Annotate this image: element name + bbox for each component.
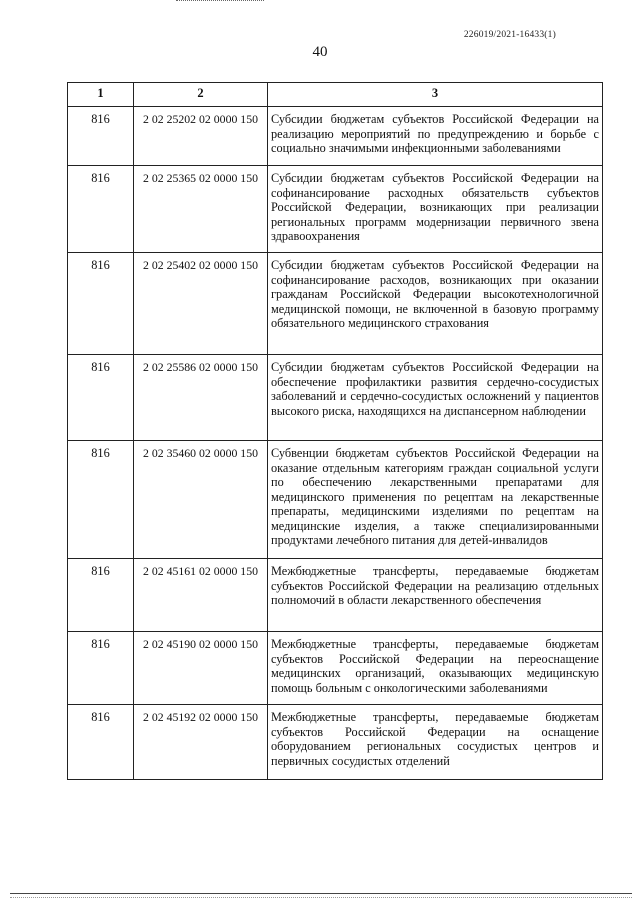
column-header-3: 3 <box>268 83 603 107</box>
document-number: 226019/2021-16433(1) <box>463 30 556 40</box>
table-row <box>68 632 603 705</box>
table-row <box>68 441 603 559</box>
budget-classification-code-cell: 2 02 45190 02 0000 150 <box>134 632 268 705</box>
table-row <box>68 705 603 780</box>
table-row <box>68 107 603 166</box>
column-header-2: 2 <box>134 83 268 107</box>
table-row <box>68 355 603 441</box>
description-cell: Субсидии бюджетам субъектов Российской Федерации на софинансирование расходов, возникающих при оказании гражданам Российской Федерации высокотехнологичной медицинской помощи, не включенной в базовую программу обязательного медицинского страхования <box>268 253 603 355</box>
table-row <box>68 253 603 355</box>
description-cell: Субсидии бюджетам субъектов Российской Федерации на обеспечение профилактики развития сердечно-сосудистых заболеваний и сердечно-сосудистых осложнений у пациентов высокого риска, находящихся на диспансерном наблюдении <box>268 355 603 441</box>
bottom-scan-line <box>10 897 632 898</box>
column-header-1: 1 <box>68 83 134 107</box>
description-cell: Межбюджетные трансферты, передаваемые бюджетам субъектов Российской Федерации на переоснащение медицинских организаций, оказывающих медицинскую помощь больным с онкологическими заболеваниями <box>268 632 603 705</box>
description-cell: Субсидии бюджетам субъектов Российской Федерации на реализацию мероприятий по предупреждению и борьбе с социально значимыми инфекционными заболеваниями <box>268 107 603 166</box>
admin-code-cell: 816 <box>68 355 134 441</box>
admin-code-cell: 816 <box>68 441 134 559</box>
description-cell: Межбюджетные трансферты, передаваемые бюджетам субъектов Российской Федерации на оснащение оборудованием региональных сосудистых центров и первичных сосудистых отделений <box>268 705 603 780</box>
description-cell: Межбюджетные трансферты, передаваемые бюджетам субъектов Российской Федерации на реализацию отдельных полномочий в области лекарственного обеспечения <box>268 559 603 632</box>
budget-classification-code-cell: 2 02 25365 02 0000 150 <box>134 166 268 253</box>
description-cell: Субсидии бюджетам субъектов Российской Федерации на софинансирование расходных обязательств субъектов Российской Федерации, возникающих при реализации региональных программ модернизации первичного звена здравоохранения <box>268 166 603 253</box>
budget-classification-code-cell: 2 02 35460 02 0000 150 <box>134 441 268 559</box>
admin-code-cell: 816 <box>68 559 134 632</box>
admin-code-cell: 816 <box>68 253 134 355</box>
description-cell: Субвенции бюджетам субъектов Российской Федерации на оказание отдельным категориям граждан социальной услуги по обеспечению лекарственными препаратами для медицинского применения по рецептам на лекарственные препараты, медицинскими изделиями по рецептам на медицинские изделия, а также специализированными продуктами лечебного питания для детей-инвалидов <box>268 441 603 559</box>
admin-code-cell: 816 <box>68 166 134 253</box>
bottom-border-line <box>10 893 632 894</box>
admin-code-cell: 816 <box>68 705 134 780</box>
table-header-row <box>68 83 603 107</box>
page-number: 40 <box>312 44 328 60</box>
top-scan-mark <box>176 0 264 3</box>
budget-classification-code-cell: 2 02 25586 02 0000 150 <box>134 355 268 441</box>
budget-codes-table <box>67 82 603 780</box>
admin-code-cell: 816 <box>68 107 134 166</box>
budget-classification-code-cell: 2 02 45192 02 0000 150 <box>134 705 268 780</box>
budget-classification-code-cell: 2 02 45161 02 0000 150 <box>134 559 268 632</box>
admin-code-cell: 816 <box>68 632 134 705</box>
table-row <box>68 166 603 253</box>
budget-classification-code-cell: 2 02 25402 02 0000 150 <box>134 253 268 355</box>
budget-classification-code-cell: 2 02 25202 02 0000 150 <box>134 107 268 166</box>
table-row <box>68 559 603 632</box>
